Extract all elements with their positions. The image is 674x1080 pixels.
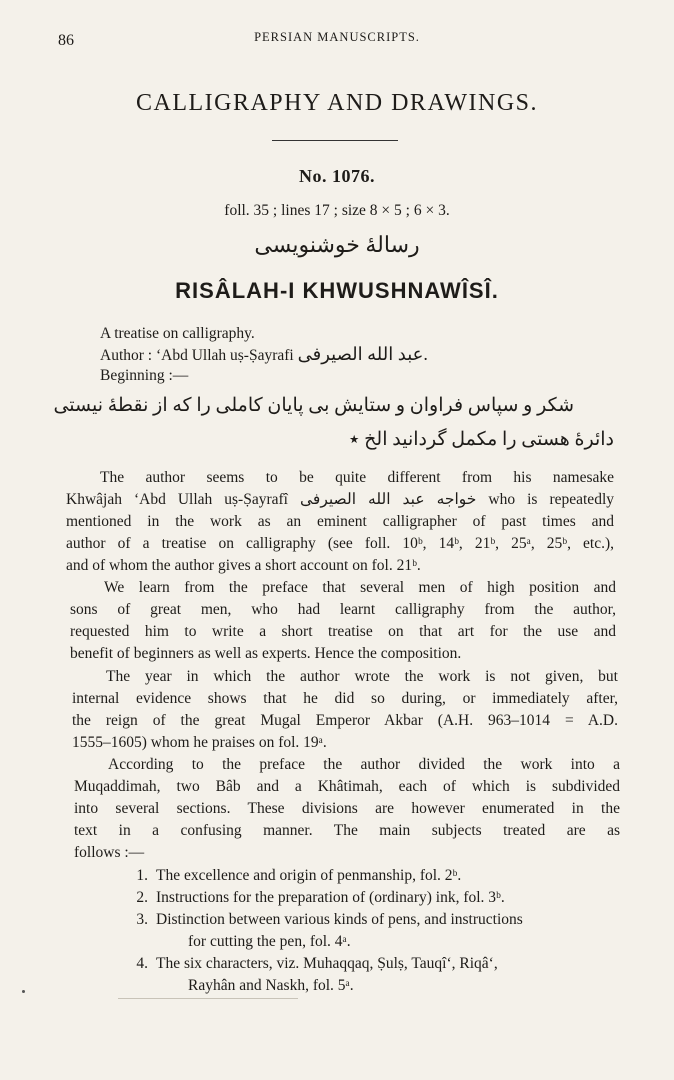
p1-line: mentioned in the work as an eminent calligrapher of past times and [66,513,614,530]
list-item-number: 1. [136,867,148,884]
p3-line: 1555–1605) whom he praises on fol. 19ᵃ. [72,734,327,751]
description: A treatise on calligraphy. [100,325,255,342]
list-item-number: 3. [136,911,148,928]
beginning-text-line-2: دائرۀ هستی را مکمل گردانید الخ ٭ [349,429,614,450]
p2-line: requested him to write a short treatise on that art for the use and [70,623,616,640]
entry-number: No. 1076. [299,166,375,186]
list-item [124,888,505,908]
list-item [124,954,498,974]
running-head: PERSIAN MANUSCRIPTS. [254,30,420,44]
list-item-continuation: for cutting the pen, fol. 4ᵃ. [188,933,351,950]
p2-line: sons of great men, who had learnt calligraphy from the author, [70,601,616,618]
list-item-text: Instructions for the preparation of (ordinary) ink, fol. 3ᵇ. [156,889,505,906]
beginning-text-line-1: شکر و سپاس فراوان و ستایش بی پایان کاملی را که از نقطۀ نیستی [53,395,574,416]
author-persian: عبد الله الصیرفی. [297,344,428,364]
p3-line: The year in which the author wrote the work is not given, but [106,668,618,685]
p1-line: and of whom the author gives a short account on fol. 21ᵇ. [66,557,421,574]
p4-line: According to the preface the author divided the work into a [108,756,620,773]
ink-speck [22,990,25,993]
p1-line: Khwâjah ‘Abd Ullah uṣ-Ṣayrafî خواجه عبد الله الصیرفی who is repeatedly [66,491,614,508]
beginning-label: Beginning :— [100,367,189,384]
p2-line: benefit of beginners as well as experts. Hence the composition. [70,645,462,662]
author-line [100,344,428,366]
title-transliterated: RISÂLAH-I KHWUSHNAWÎSÎ. [175,278,499,303]
p4-line: text in a confusing manner. The main subjects treated are as [74,822,620,839]
list-item-number: 4. [136,955,148,972]
list-item-continuation: Rayhân and Naskh, fol. 5ᵃ. [188,977,354,994]
p3-line: the reign of the great Mugal Emperor Akbar (A.H. 963–1014 = A.D. [72,712,618,729]
p3-line: internal evidence shows that he did so during, or immediately after, [72,690,618,707]
author-label: Author : ‘Abd Ullah uṣ-Ṣayrafi [100,347,294,364]
p2-line: We learn from the preface that several men of high position and [104,579,616,596]
p4-line: into several sections. These divisions are however enumerated in the [74,800,620,817]
p4-line: Muqaddimah, two Bâb and a Khâtimah, each of which is subdivided [74,778,620,795]
list-item [124,866,461,886]
list-item-number: 2. [136,889,148,906]
title-persian: رسالۀ خوشنویسی [254,232,420,257]
faint-rule [118,998,298,999]
p1-line: author of a treatise on calligraphy (see foll. 10ᵇ, 14ᵇ, 21ᵇ, 25ᵃ, 25ᵇ, etc.), [66,535,614,552]
list-item-text: The excellence and origin of penmanship, fol. 2ᵇ. [156,867,462,884]
section-title: CALLIGRAPHY AND DRAWINGS. [135,90,539,116]
page-number: 86 [58,32,74,49]
entry-meta: foll. 35 ; lines 17 ; size 8 × 5 ; 6 × 3. [224,202,450,219]
list-item-text: Distinction between various kinds of pens, and instructions [156,911,523,928]
divider-rule [272,140,398,141]
list-item [124,910,523,930]
p1-line: The author seems to be quite different from his namesake [100,469,614,486]
list-item-text: The six characters, viz. Muhaqqaq, Ṣulṣ, Tauqî‘, Riqâ‘, [156,955,498,972]
p4-line: follows :— [74,844,145,861]
